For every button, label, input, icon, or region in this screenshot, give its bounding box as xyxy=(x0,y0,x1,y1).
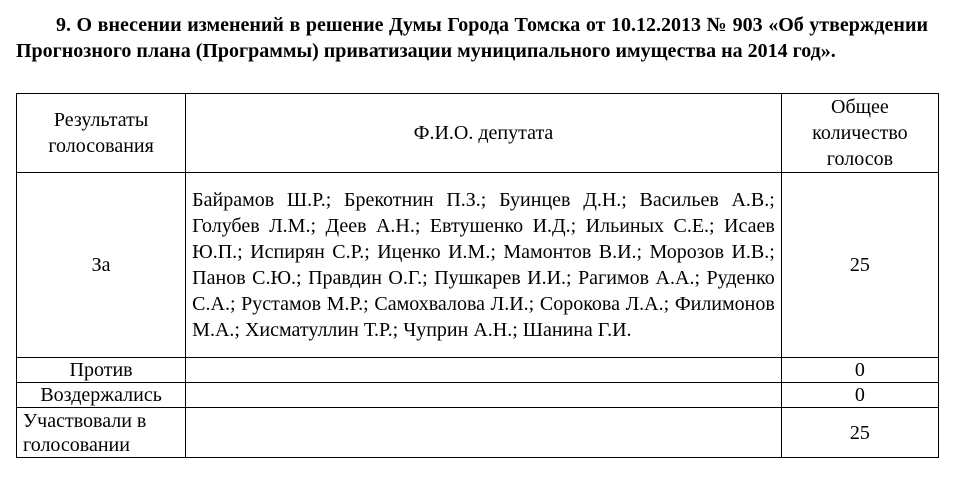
result-label: Участвовали в голосовании xyxy=(17,408,186,458)
deputy-names xyxy=(186,383,782,408)
table-row xyxy=(17,383,939,408)
header-total-votes: Общее количество голосов xyxy=(781,94,938,173)
result-label: Воздержались xyxy=(17,383,186,408)
deputy-names xyxy=(186,408,782,458)
table-row xyxy=(17,358,939,383)
vote-count: 25 xyxy=(781,173,938,358)
table-header-row xyxy=(17,94,939,173)
deputy-names: Байрамов Ш.Р.; Брекотнин П.З.; Буинцев Д.Н.; Васильев А.В.; Голубев Л.М.; Деев А.Н.; Евтушенко И.Д.; Ильиных С.Е.; Исаев Ю.П.; Испирян С.Р.; Иценко И.М.; Мамонтов В.И.; Морозов И.В.; Панов С.Ю.; Правдин О.Г.; Пушкарев И.И.; Рагимов А.А.; Руденко С.А.; Рустамов М.Р.; Самохвалова Л.И.; Сорокова Л.А.; Филимонов М.А.; Хисматуллин Т.Р.; Чуприн А.Н.; Шанина Г.И. xyxy=(186,173,782,358)
table-row xyxy=(17,408,939,458)
header-voting-result: Результаты голосования xyxy=(17,94,186,173)
table-row xyxy=(17,173,939,358)
agenda-item-heading: 9. О внесении изменений в решение Думы Города Томска от 10.12.2013 № 903 «Об утверждении Прогнозного плана (Программы) приватизации муниципального имущества на 2014 год». xyxy=(16,14,928,62)
header-deputy-names: Ф.И.О. депутата xyxy=(186,94,782,173)
vote-count: 0 xyxy=(781,383,938,408)
result-label: За xyxy=(17,173,186,358)
vote-count: 0 xyxy=(781,358,938,383)
voting-results-table xyxy=(16,93,939,458)
result-label: Против xyxy=(17,358,186,383)
deputy-names xyxy=(186,358,782,383)
vote-count: 25 xyxy=(781,408,938,458)
